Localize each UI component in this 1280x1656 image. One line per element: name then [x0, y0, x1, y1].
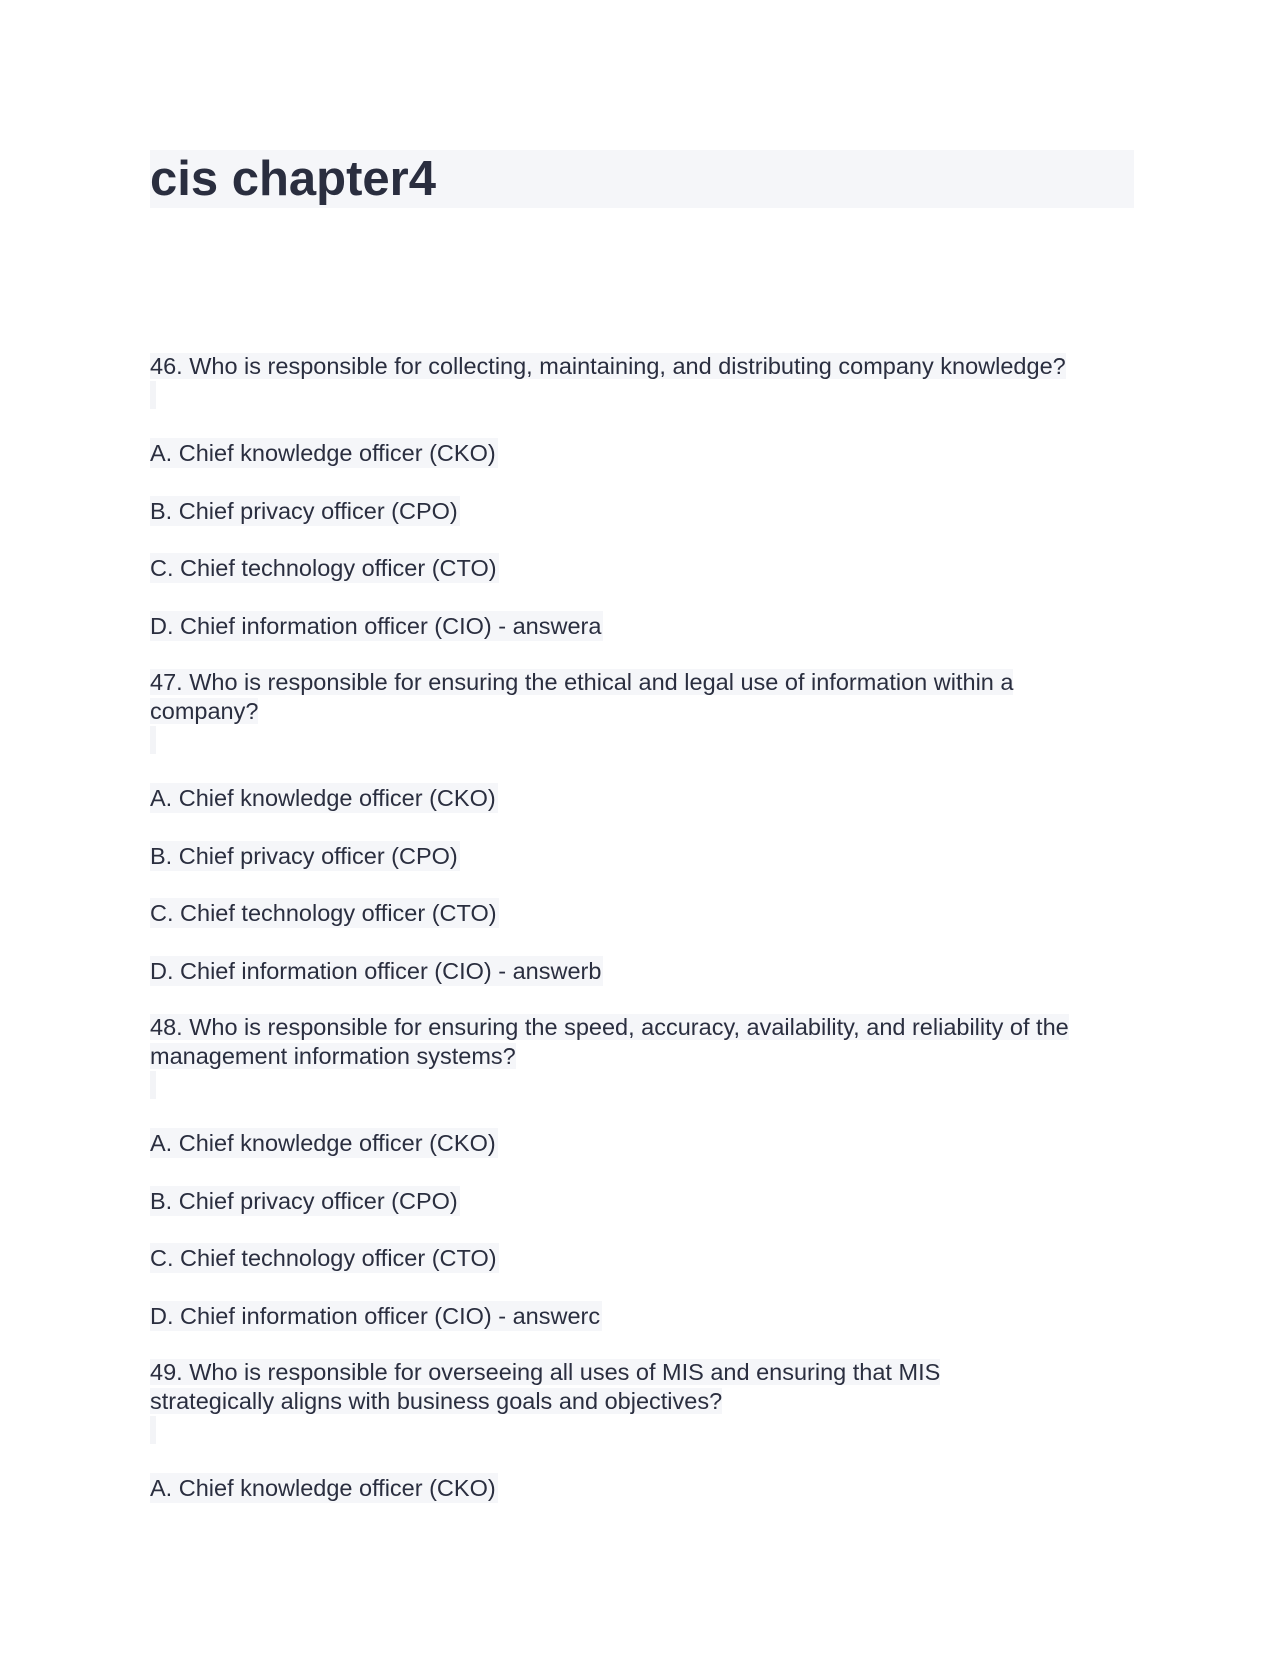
question-text: 47. Who is responsible for ensuring the ethical and legal use of information within a company?: [150, 669, 1014, 724]
question-text: 49. Who is responsible for overseeing all uses of MIS and ensuring that MIS strategically aligns with business goals and objectives?: [150, 1359, 941, 1414]
option-49-a: A. Chief knowledge officer (CKO): [150, 1475, 496, 1501]
title-block: [150, 150, 1134, 208]
option-46-a: A. Chief knowledge officer (CKO): [150, 440, 496, 466]
option-48-b: B. Chief privacy officer (CPO): [150, 1188, 458, 1214]
option-48-c: C. Chief technology officer (CTO): [150, 1245, 497, 1271]
question-text: 46. Who is responsible for collecting, maintaining, and distributing company knowledge?: [150, 353, 1066, 379]
option-47-b: B. Chief privacy officer (CPO): [150, 843, 458, 869]
question-49: [150, 1358, 1134, 1444]
option-46-b: B. Chief privacy officer (CPO): [150, 498, 458, 524]
option-47-c: C. Chief technology officer (CTO): [150, 900, 497, 926]
option-48-d: D. Chief information officer (CIO) - answerc: [150, 1303, 601, 1329]
document-title: cis chapter4: [150, 152, 436, 206]
option-46-d: D. Chief information officer (CIO) - answera: [150, 613, 602, 639]
option-47-d: D. Chief information officer (CIO) - answerb: [150, 958, 602, 984]
question-47: [150, 668, 1134, 754]
option-47-a: A. Chief knowledge officer (CKO): [150, 785, 496, 811]
question-46: [150, 352, 1134, 409]
question-spacer: [150, 1071, 156, 1099]
question-text: 48. Who is responsible for ensuring the speed, accuracy, availability, and reliability of the management information systems?: [150, 1014, 1069, 1069]
option-46-c: C. Chief technology officer (CTO): [150, 555, 497, 581]
question-spacer: [150, 381, 156, 409]
question-48: [150, 1013, 1134, 1099]
option-48-a: A. Chief knowledge officer (CKO): [150, 1130, 496, 1156]
question-spacer: [150, 726, 156, 754]
question-spacer: [150, 1416, 156, 1444]
